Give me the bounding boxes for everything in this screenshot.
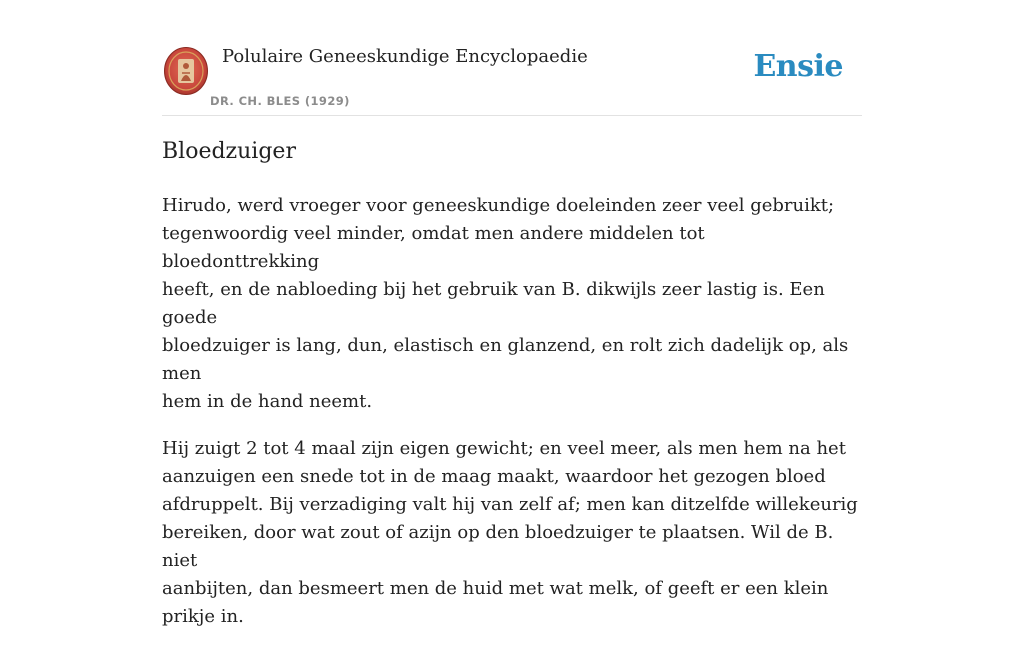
entry-paragraph: Hirudo, werd vroeger voor geneeskundige doeleinden zeer veel gebruikt; tegenwoordig veel minder, omdat men andere middelen tot bloedonttrekking heeft, en de nabloeding bij het gebruik van B. dikwijls zeer lastig is. Een goede bloedzuiger is lang, dun, elastisch en glanzend, en rolt zich dadelijk op, als men hem in de hand neemt. bbox=[162, 195, 849, 412]
book-author: DR. CH. BLES (1929) bbox=[210, 94, 350, 108]
entry-body bbox=[162, 192, 862, 650]
brand-logo[interactable]: Ensie bbox=[753, 49, 843, 84]
entry-title: Bloedzuiger bbox=[162, 139, 296, 164]
entry-paragraph: Hij zuigt 2 tot 4 maal zijn eigen gewicht; en veel meer, als men hem na het aanzuigen een snede tot in de maag maakt, waardoor het gezogen bloed afdruppelt. Bij verzadiging valt hij van zelf af; men kan ditzelfde willekeurig bereiken, door wat zout of azijn op den bloedzuiger te plaatsen. Wil de B. niet aanbijten, dan besmeert men de huid met wat melk, of geeft er een klein prikje in. bbox=[162, 438, 858, 627]
encyclopedia-cover-icon[interactable] bbox=[164, 47, 208, 95]
book-title[interactable]: Polulaire Geneeskundige Encyclopaedie bbox=[222, 46, 588, 67]
header-divider bbox=[162, 115, 862, 116]
